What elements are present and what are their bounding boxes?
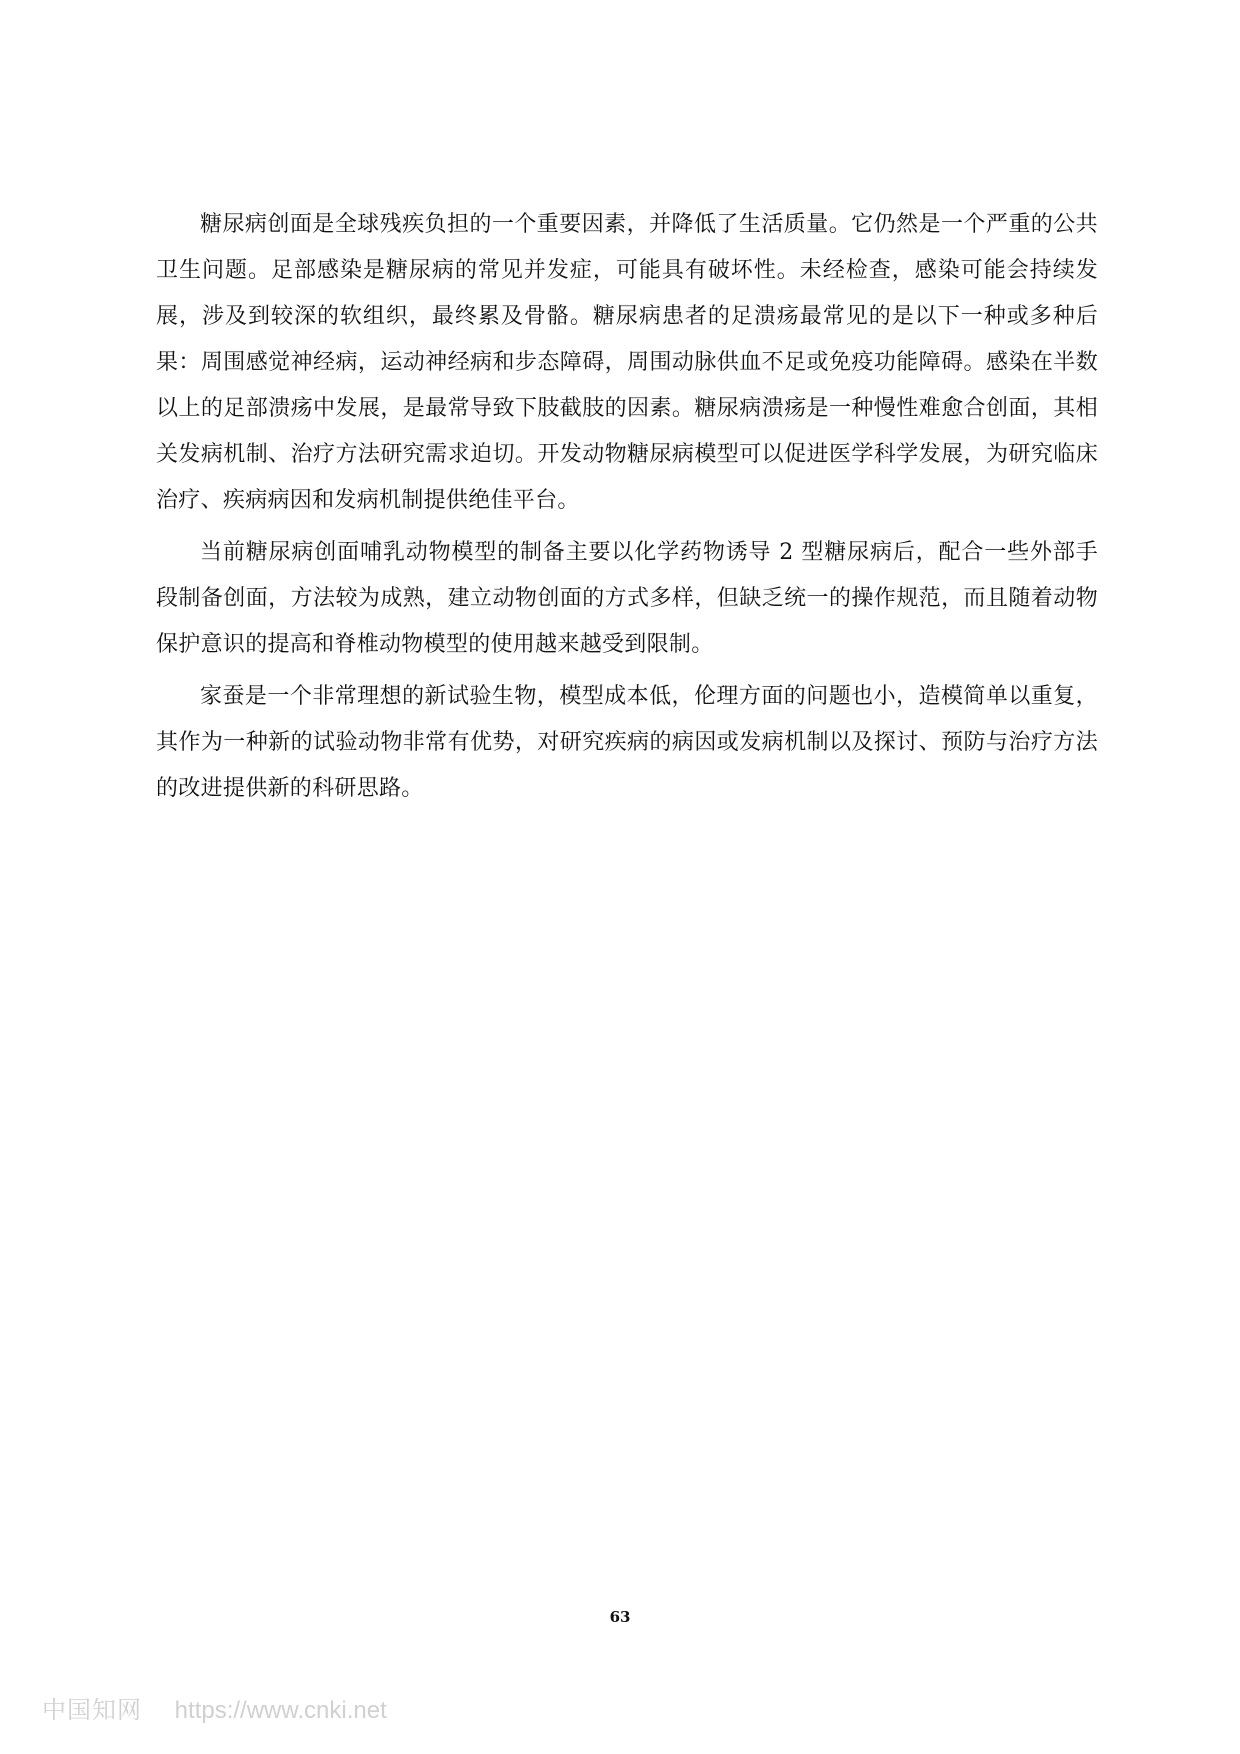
page-number: 63 <box>609 1608 631 1626</box>
cnki-watermark <box>42 1690 387 1725</box>
paragraph-2: 当前糖尿病创面哺乳动物模型的制备主要以化学药物诱导 2 型糖尿病后，配合一些外部手段制备创面，方法较为成熟，建立动物创面的方式多样，但缺乏统一的操作规范，而且随着动物保护意识的提高和脊椎动物模型的使用越来越受到限制。 <box>156 540 1098 657</box>
body-text <box>156 202 1098 818</box>
paragraph-3: 家蚕是一个非常理想的新试验生物，模型成本低，伦理方面的问题也小，造模简单以重复，其作为一种新的试验动物非常有优势，对研究疾病的病因或发病机制以及探讨、预防与治疗方法的改进提供新的科研思路。 <box>156 684 1098 801</box>
paragraph-1: 糖尿病创面是全球残疾负担的一个重要因素，并降低了生活质量。它仍然是一个严重的公共卫生问题。足部感染是糖尿病的常见并发症，可能具有破坏性。未经检查，感染可能会持续发展，涉及到较深的软组织，最终累及骨骼。糖尿病患者的足溃疡最常见的是以下一种或多种后果：周围感觉神经病，运动神经病和步态障碍，周围动脉供血不足或免疫功能障碍。感染在半数以上的足部溃疡中发展，是最常导致下肢截肢的因素。糖尿病溃疡是一种慢性难愈合创面，其相关发病机制、治疗方法研究需求迫切。开发动物糖尿病模型可以促进医学科学发展，为研究临床治疗、疾病病因和发病机制提供绝佳平台。 <box>156 212 1098 513</box>
watermark-logo: 中国知网 <box>42 1697 142 1724</box>
watermark-url: https://www.cnki.net <box>174 1697 387 1724</box>
